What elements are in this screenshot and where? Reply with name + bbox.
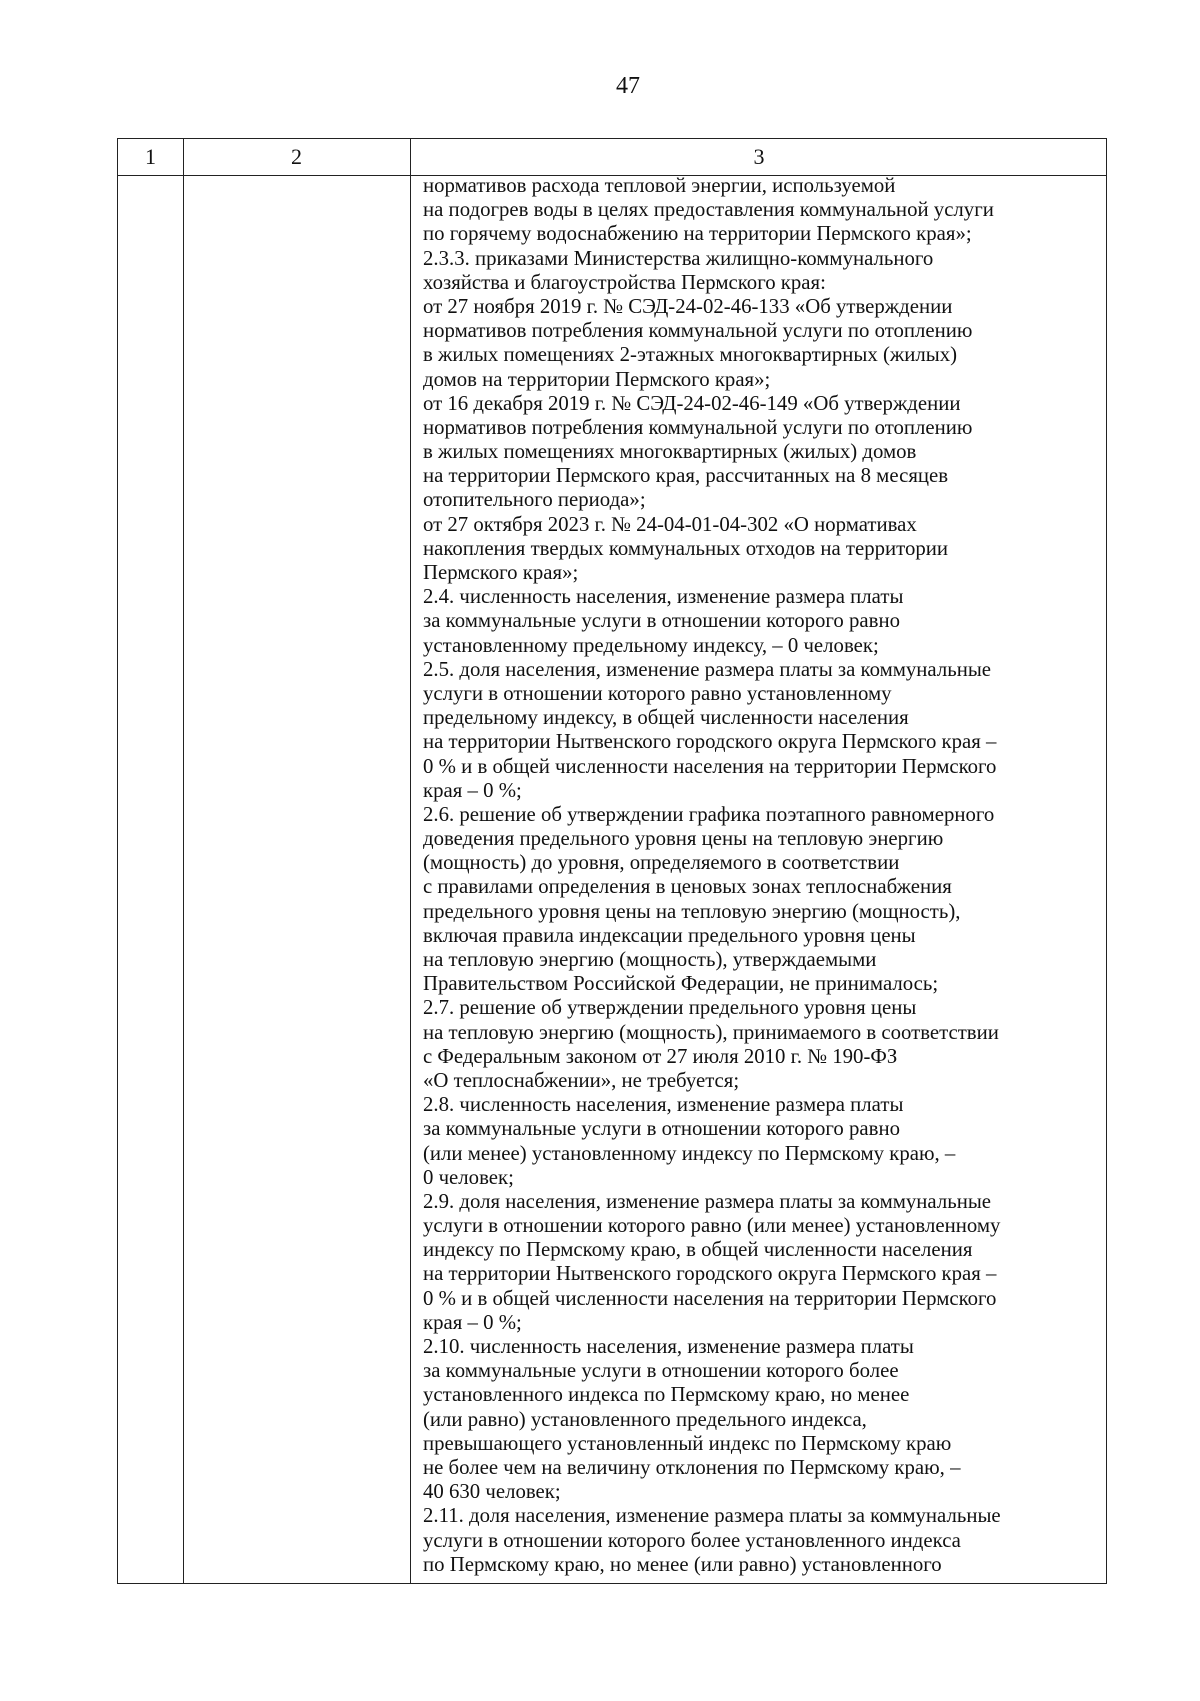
text-line: 2.7. решение об утверждении предельного уровня цены (423, 996, 917, 1020)
text-line: (или равно) установленного предельного индекса, (423, 1407, 867, 1431)
text-line: нормативов потребления коммунальной услуги по отоплению (423, 319, 973, 343)
text-line: 2.8. численность населения, изменение размера платы (423, 1093, 904, 1117)
text-line: 0 человек; (423, 1165, 514, 1189)
text-line: на подогрев воды в целях предоставления коммунальной услуги (423, 198, 994, 222)
text-line: за коммунальные услуги в отношении которого более (423, 1359, 899, 1383)
text-line: превышающего установленный индекс по Пермскому краю (423, 1431, 952, 1455)
text-line: отопительного периода»; (423, 488, 646, 512)
text-line: не более чем на величину отклонения по Пермскому краю, – (423, 1455, 961, 1479)
column-header-2: 2 (291, 144, 302, 169)
text-line: нормативов расхода тепловой энергии, используемой (423, 174, 896, 197)
text-line: 2.9. доля населения, изменение размера платы за коммунальные (423, 1189, 992, 1213)
text-line: нормативов потребления коммунальной услуги по отоплению (423, 415, 973, 439)
text-line: по Пермскому краю, но менее (или равно) установленного (423, 1552, 942, 1576)
column-header-1: 1 (145, 144, 156, 169)
text-line: 0 % и в общей численности населения на территории Пермского (423, 754, 997, 778)
text-line: установленного индекса по Пермскому краю, но менее (423, 1383, 910, 1407)
column-divider-2 (410, 139, 411, 1583)
text-line: индексу по Пермскому краю, в общей численности населения (423, 1238, 973, 1262)
text-line: на территории Нытвенского городского округа Пермского края – (423, 730, 997, 754)
text-line: 2.6. решение об утверждении графика поэтапного равномерного (423, 802, 995, 826)
text-line: 40 630 человек; (423, 1480, 561, 1504)
text-line: от 27 октября 2023 г. № 24-04-01-04-302 «О нормативах (423, 512, 917, 536)
page-number: 47 (616, 73, 640, 99)
text-line: края – 0 %; (423, 1310, 522, 1334)
text-line: установленному предельному индексу, – 0 человек; (423, 633, 879, 657)
text-line: в жилых помещениях 2-этажных многоквартирных (жилых) (423, 343, 958, 367)
text-line: 2.11. доля населения, изменение размера платы за коммунальные (423, 1504, 1001, 1528)
text-line: 2.3.3. приказами Министерства жилищно-коммунального (423, 246, 934, 270)
text-line: накопления твердых коммунальных отходов на территории (423, 536, 949, 560)
text-line: 2.4. численность населения, изменение размера платы (423, 585, 904, 609)
column-3-text (423, 174, 1108, 1577)
text-line: услуги в отношении которого более установленного индекса (423, 1528, 961, 1552)
text-line: на тепловую энергию (мощность), принимаемого в соответствии (423, 1020, 999, 1044)
text-line: 2.5. доля населения, изменение размера платы за коммунальные (423, 657, 992, 681)
text-line: услуги в отношении которого равно установленному (423, 681, 892, 705)
document-table (117, 138, 1107, 1584)
column-divider-1 (183, 139, 184, 1583)
text-line: Правительством Российской Федерации, не принималось; (423, 972, 939, 996)
text-line: от 27 ноября 2019 г. № СЭД-24-02-46-133 «Об утверждении (423, 294, 953, 318)
column-header-3: 3 (753, 144, 765, 169)
text-line: от 16 декабря 2019 г. № СЭД-24-02-46-149 «Об утверждении (423, 391, 961, 415)
text-line: «О теплоснабжении», не требуется; (423, 1068, 740, 1092)
text-line: (мощность) до уровня, определяемого в соответствии (423, 851, 900, 875)
text-line: за коммунальные услуги в отношении которого равно (423, 1117, 900, 1141)
text-line: Пермского края»; (423, 561, 579, 584)
text-line: на территории Пермского края, рассчитанных на 8 месяцев (423, 464, 949, 488)
text-line: домов на территории Пермского края»; (423, 367, 771, 391)
text-line: 2.10. численность населения, изменение размера платы (423, 1335, 914, 1358)
text-line: за коммунальные услуги в отношении которого равно (423, 609, 900, 633)
text-line: хозяйства и благоустройства Пермского края: (423, 270, 826, 294)
text-line: по горячему водоснабжению на территории Пермского края»; (423, 222, 972, 246)
text-line: края – 0 %; (423, 778, 522, 802)
text-line: на тепловую энергию (мощность), утверждаемыми (423, 948, 877, 971)
text-line: с Федеральным законом от 27 июля 2010 г. № 190-ФЗ (423, 1044, 898, 1068)
text-line: услуги в отношении которого равно (или менее) установленному (423, 1214, 1001, 1238)
text-line: с правилами определения в ценовых зонах теплоснабжения (423, 875, 952, 899)
text-line: доведения предельного уровня цены на тепловую энергию (423, 827, 944, 851)
text-line: (или менее) установленному индексу по Пермскому краю, – (423, 1141, 956, 1165)
text-line: включая правила индексации предельного уровня цены (423, 923, 916, 947)
text-line: на территории Нытвенского городского округа Пермского края – (423, 1262, 997, 1286)
text-line: 0 % и в общей численности населения на территории Пермского (423, 1286, 997, 1310)
text-line: в жилых помещениях многоквартирных (жилых) домов (423, 440, 917, 464)
text-line: предельного уровня цены на тепловую энергию (мощность), (423, 899, 961, 923)
text-line: предельному индексу, в общей численности населения (423, 706, 909, 730)
